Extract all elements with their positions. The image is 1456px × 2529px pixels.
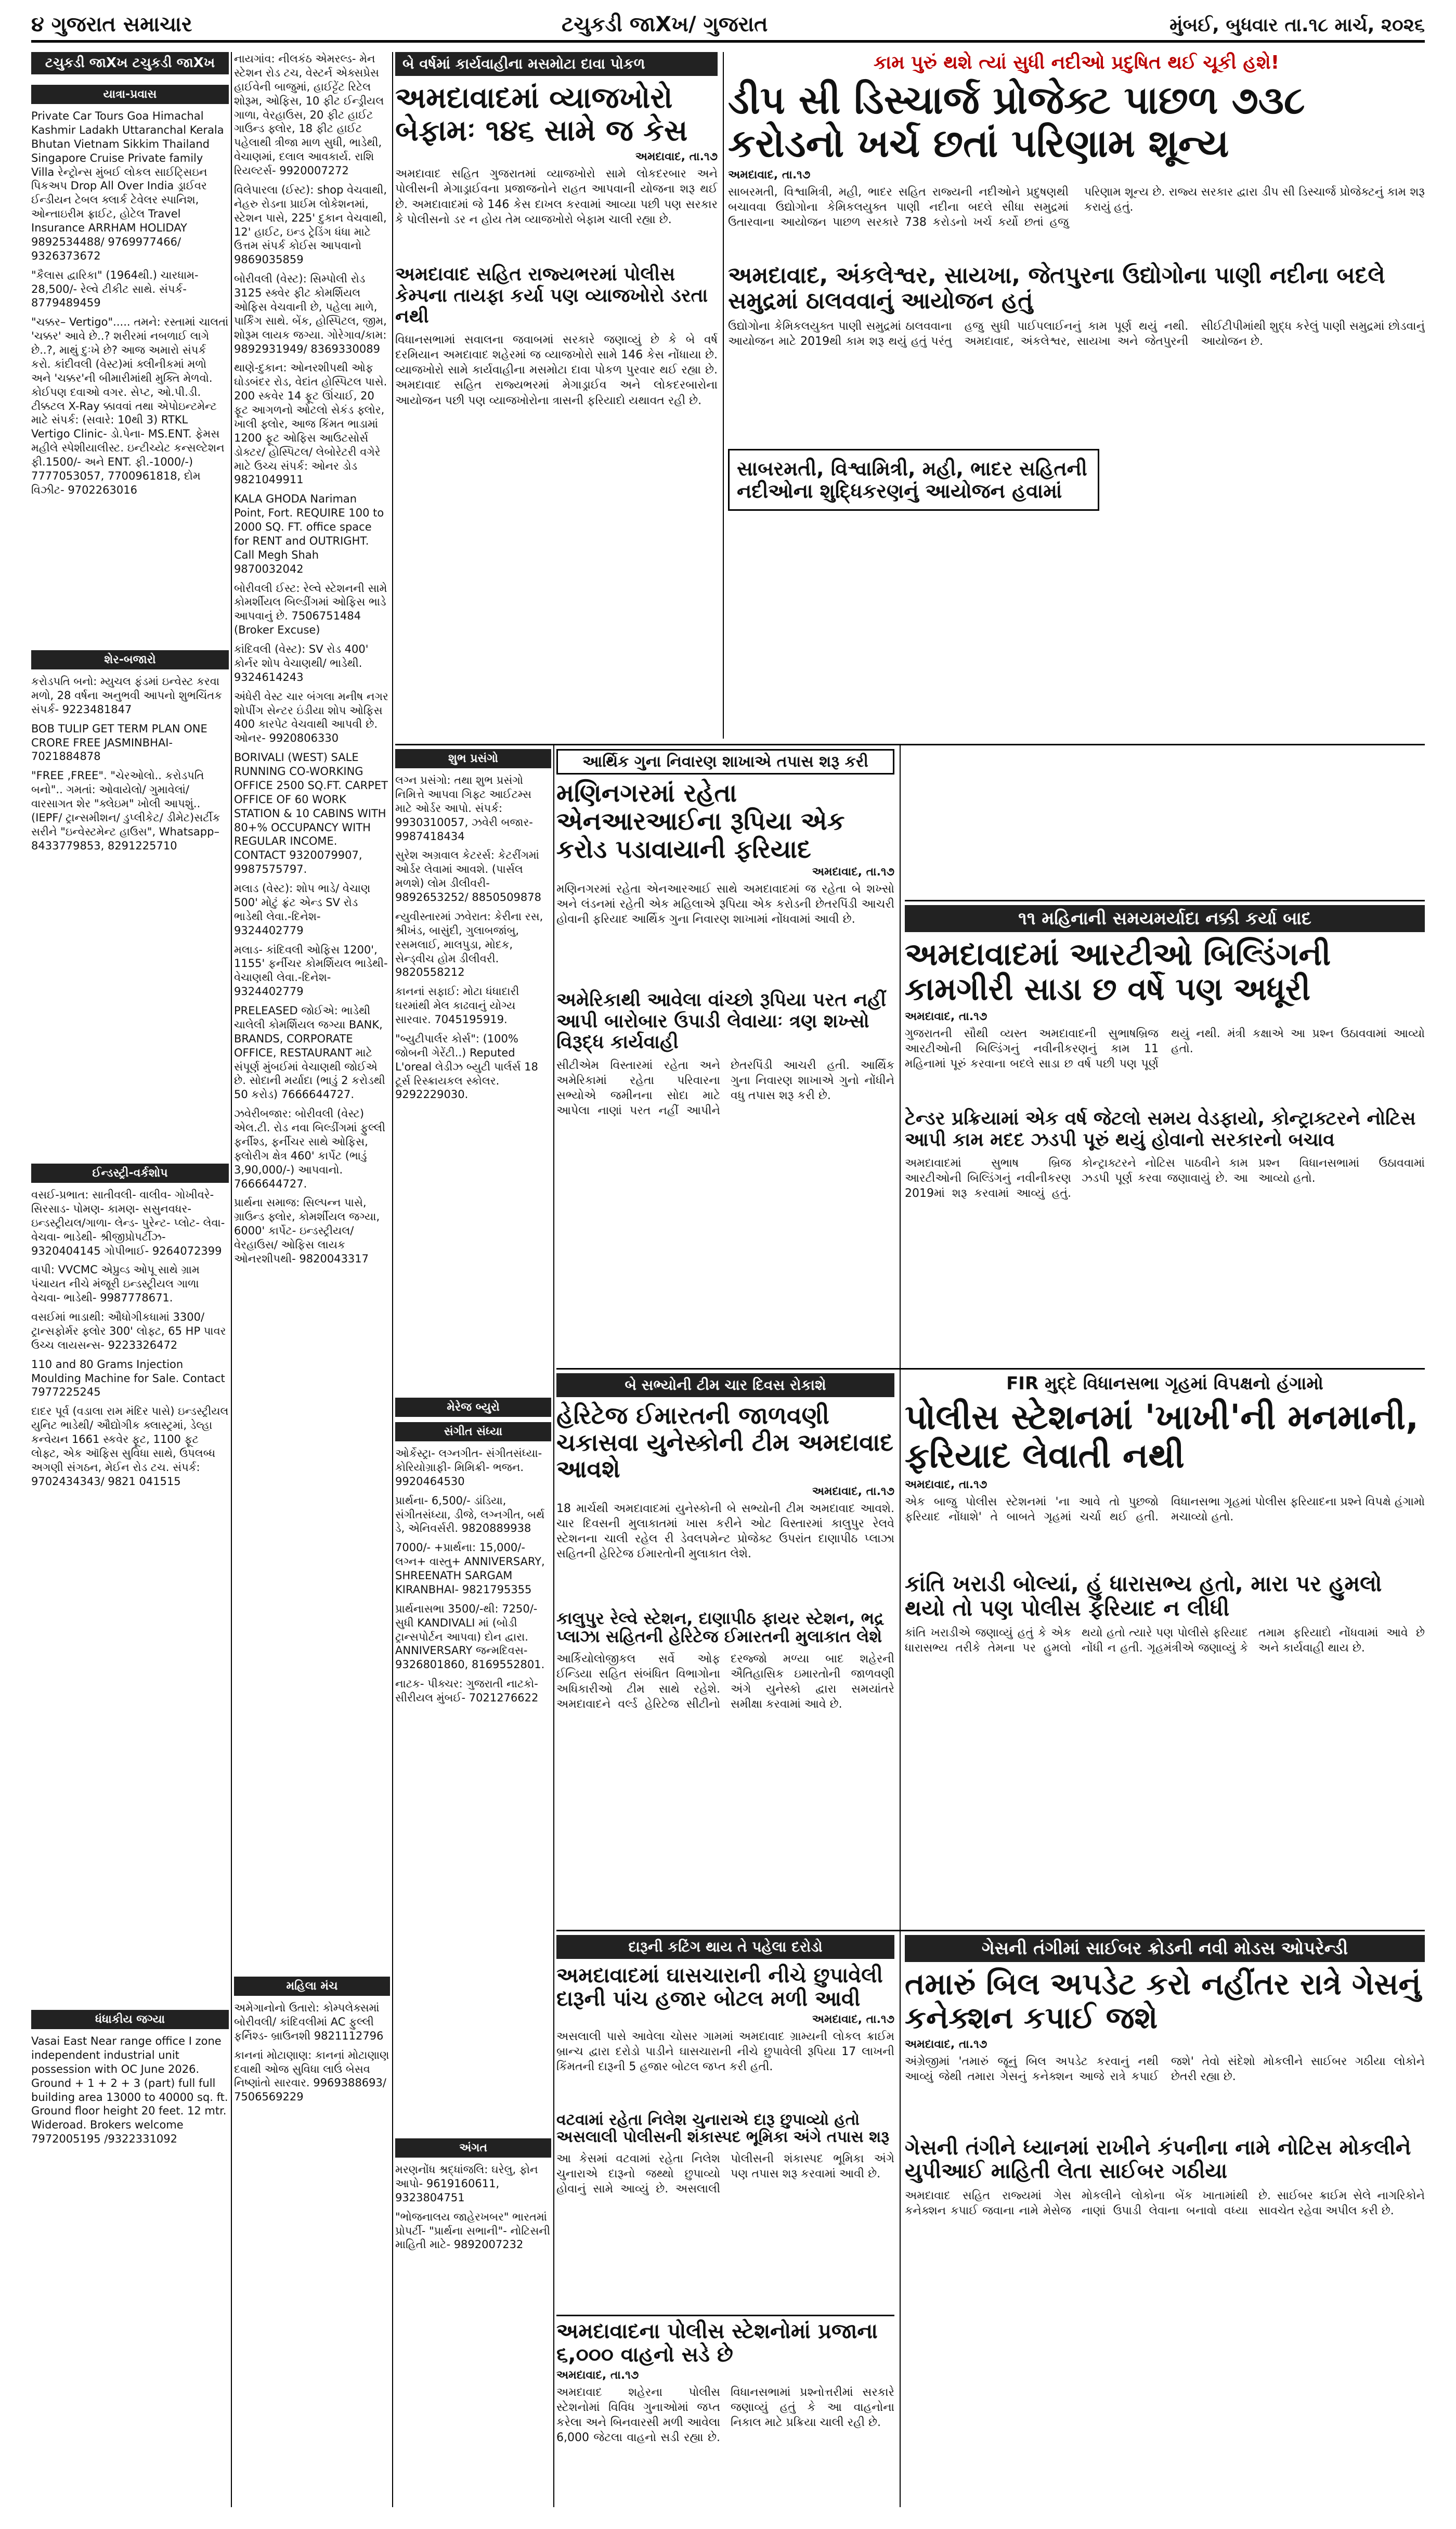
article-body: કાંતિ ખરાડીએ જણાવ્યું હતું કે એક ધારાસભ્ય તરીકે તેમના પર હુમલો થયો હતો ત્યારે પણ પોલીસે ફરિયાદ નોંધી ન હતી. ગૃહમંત્રીએ જણાવ્યું કે તમામ ફરિયાદો નોંધવામાં આવે છે અને કાર્યવાહી થાય છે. (905, 1626, 1425, 1655)
article-subheadline: ગેસની તંગીને ધ્યાનમાં રાખીને કંપનીના નામે નોટિસ મોકલીને યુપીઆઈ માહિતી લેતા સાઈબર ગઠીયા (905, 2135, 1411, 2183)
article-kicker: ૧૧ મહિનાની સમયમર્યાદા નક્કી કર્યા બાદ (905, 905, 1425, 932)
column-rule (900, 744, 901, 2507)
column-rule (553, 744, 554, 2507)
classified-ad: બોરીવલી (વેસ્ટ): સિમ્પોલી રોડ 3125 સ્ક્વેર ફીટ કોમર્શિયલ ઓફિસ વેચવાની છે, પહેલા માળે, પાર્કિંગ સાથે. બેંક, હોસ્પિટલ, જીમ, શોરૂમ લાયક જગ્યા. ગોરેગાવ/કામ: 9892931949/ 8369330089 (234, 273, 387, 355)
music-listings (395, 1447, 551, 2138)
classified-ad: 7000/- +પ્રાર્થના: 15,000/- લગ્ન+ વાસ્તુ+ ANNIVERSARY, SHREENATH SARGAM KIRANBHAI- 9821795355 (395, 1541, 545, 1596)
article-headline: અમદાવાદમાં વ્યાજખોરો બેફામઃ ૧૪૬ સામે જ કેસ (395, 81, 688, 148)
industrial-heading: ઈન્ડસ્ટ્રી-વર્કશોપ (31, 1164, 229, 1183)
column-rule (392, 52, 393, 2507)
classified-ad: લગ્ન પ્રસંગો: તથા શુભ પ્રસંગો નિમિત્તે આપવા ગિફ્ટ આઈટમ્સ માટે ઓર્ડર આપો. સંપર્ક: 9930310057, ઝવેરી બજાર- 9987418434 (395, 774, 533, 843)
article-body: આર્કિયોલોજીકલ સર્વે ઓફ ઈન્ડિયા સહિત સંબંધિત વિભાગોના અધિકારીઓ ટીમ સાથે રહેશે. અમદાવાદને વર્લ્ડ હેરિટેજ સીટીનો દરજ્જો મળ્યા બાદ શહેરની ઐતિહાસિક ઇમારતોની જાળવણી અંગે યુનેસ્કો દ્વારા સમયાંતરે સમીક્ષા કરવામાં આવે છે. (556, 1653, 894, 1711)
classified-ad: પ્રાર્થનાસભા 3500/-થી: 7250/- સુધી KANDIVALI માં (બોડી ટ્રાન્સપોર્ટન આપવા) દોન દ્વારા. ANNIVERSARY જન્મદિવસ- 9326801860, 8169552801. (395, 1602, 545, 1671)
shares-listings (31, 675, 229, 1164)
classified-ad: થાણે-દુકાન: ઓનરશીપથી ઓફ ઘોડબંદર રોડ, વેદાંત હોસ્પિટલ પાસે. 200 સ્કવેર 14 ફૂટ ઊંચાઈ, 20 ફૂટ આગળનો ઓટલો સેકંડ ફ્લોર, ખાલી ફ્લોર, આજ કિંમત ભાડામાં 1200 ફૂટ ઓફિસ આઉટસોર્સ ડોક્ટર/ હોસ્પિટલ/ લેબોરેટરી વગેરે માટે ઉચ્ચ સંપર્ક: ઓનર ડોડ 9821049911 (234, 362, 387, 486)
travel-listings (31, 109, 229, 650)
condolence-listings (395, 2163, 551, 2475)
page-date: મુંબઈ, બુધવાર તા.૧૮ માર્ચ, ૨૦૨૬ (1169, 15, 1425, 36)
classified-ad: પ્રાર્થના સમાજ: સિલ્પન્ન પાસે, ગ્રાઉન્ડ ફ્લોર, કોમર્શીયલ જગ્યા, 6000' કાર્પેટ- ઇન્ડસ્ટ્રીયલ/ વેરહાઉસ/ ઓફિસ લાયક ઓનરશીપથી- 9820043317 (234, 1196, 380, 1265)
classified-ad: મલાડ- કાંદિવલી ઓફિસ 1200', 1155' ફર્નીચર કોમર્શિયલ ભાડેથી- વેચાણથી લેવા.-દિનેશ- 9324402779 (234, 943, 388, 998)
music-heading: સંગીત સંધ્યા (395, 1422, 551, 1441)
classified-ad: "બ્યુટીપાર્લર કોર્સ": (100% જોબની ગેરેંટી..) Reputed L'oreal લેડીઝ બ્યુટી પાર્લર્સ 18 ટૂર્સ રિસ્ક્રાયકલ સ્કોલર. 9292229030. (395, 1032, 538, 1101)
travel-heading: યાત્રા-પ્રવાસ (31, 85, 229, 104)
section-title: ટચુકડી જાXખ/ ગુજરાત (562, 12, 768, 36)
row-rule (556, 1368, 1425, 1370)
article-police-vehicles (556, 2320, 894, 2507)
classified-ad: મરણનોંધ શ્રદ્ધાંજલિ: ઘરેલુ, ફોન આપો- 9619160611, 9323804751 (395, 2163, 538, 2204)
article-kicker: બે વર્ષમાં કાર્યવાહીના મસમોટા દાવા પોકળ (395, 52, 718, 76)
mahila-heading: મહિલા મંચ (234, 1977, 390, 1996)
matrimony-heading: મેરેજ બ્યુરો (395, 1398, 551, 1417)
article-deep-sea-discharge (728, 52, 1425, 635)
mahila-listings (234, 2001, 390, 2365)
article-body: અમદાવાદ શહેરના પોલીસ સ્ટેશનોમાં વિવિધ ગુનાઓમાં જપ્ત કરેલા અને બિનવારસી મળી આવેલા 6,000 જેટલા વાહનો સડી રહ્યા છે. વિધાનસભામાં પ્રશ્નોત્તરીમાં સરકારે જણાવ્યું હતું કે આ વાહનોના નિકાલ માટે પ્રક્રિયા ચાલી રહી છે. (556, 2385, 894, 2444)
classified-ad: ન્યુવીસ્તારમાં ઝવેરાત: કેરીના રસ, શ્રીખંડ, બાસુંદી, ગુલાબજાંબુ, રસમલાઈ, માલપુડા, મોદક, સેન્ડ્વીચ હોમ ડીલીવરી. 9820558212 (395, 910, 543, 979)
article-kicker: ગેસની તંગીમાં સાઈબર ક્રોડની નવી મોડસ ઓપરેન્ડી (905, 1935, 1425, 1962)
classifieds-masthead: ટચુકડી જાXખ ટચુકડી જાXખ (31, 52, 229, 74)
article-body: મણિનગરમાં રહેતા એનઆરઆઈ સાથે અમદાવાદમાં જ રહેતા બે શખ્સો અને લંડનમાં રહેતી એક મહિલાએ રૂપિયા એક કરોડની છેતરપિંડી આચરી હોવાની ફરિયાદ આર્થિક ગુના નિવારણ શાખામાં નોંધવામાં આવી છે. (556, 883, 894, 926)
row-rule (905, 900, 1425, 901)
classified-ad: BOB TULIP GET TERM PLAN ONE CRORE FREE JASMINBHAI- 7021884878 (31, 722, 207, 763)
article-headline: પોલીસ સ્ટેશનમાં 'ખાખી'ની મનમાની, ફરિયાદ લેવાતી નથી (905, 1397, 1419, 1476)
classified-ad: "ચક્કર– Vertigo"..... તમને: રસ્તામાં ચાલતાં 'ચક્કર' આવે છે..? શરીરમાં નબળાઈ લાગે છે..?, માથું દુઃખે છે? આજ અમારો સંપર્ક કરો. કાંદીવલી (વેસ્ટ)માં ક્લીનીકમાં મળો અને 'ચક્કર'ની બીમારીમાંથી મુક્તિ મેળવો. કોઈપણ દવાઓ વગર. સેપ્ટ, ઓ.પી.ડી. ટીક્કટલ X-Ray ક્કાવવાં તથા એપોઇન્ટમેન્ટ માટે સંપર્ક: (સવારે: 10થી 3) RTKL Vertigo Clinic- ડો.પેના- MS.ENT. ફેમસ મહીલે સ્પેશીયાલીસ્ટ. ઇન્ટીચ્યેટ કન્સલ્ટેશન ફી.1500/- અને ENT. ફી.-1000/-) 7777053057, 7700961818, દોમ વિઝીટ- 9702263016 (31, 316, 229, 496)
article-kicker: બે સભ્યોની ટીમ ચાર દિવસ રોકાશે (556, 1373, 894, 1397)
article-box: સાબરમતી, વિશ્વામિત્રી, મહી, ભાદર સહિતની નદીઓના શુદ્ધિકરણનું આયોજન હવામાં (728, 449, 1099, 511)
article-kicker: આર્થિક ગુના નિવારણ શાખાએ તપાસ શરૂ કરી (556, 749, 894, 775)
article-body: ઉદ્યોગોના કેમિકલયુક્ત પાણી સમુદ્રમાં ઠાલવવાના આયોજન માટે 2019થી કામ શરૂ થયું હતું પરંતુ હજુ સુધી પાઈપલાઈનનું કામ પૂર્ણ થયું નથી. અમદાવાદ, અંકલેશ્વર, સાયખા અને જેતપુરની સીઈટીપીમાંથી શુદ્ધ કરેલું પાણી સમુદ્રમાં છોડવાનું આયોજન છે. (728, 320, 1425, 349)
classifieds-column-2 (234, 52, 390, 2507)
classified-ad: દાદર પૂર્વ (વડાલા રામ મંદિર પાસે) ઇન્ડસ્ટ્રીયલ યુનિટ ભાડેથી/ ઔદ્યોગીક ક્લાસ્ટ્રમાં, ડેલ્હા કન્વેયન 1661 સ્કવેર ફૂટ, 1100 ફૂટ લોફ્ટ, એક ઑફિસ સુવિધા સાથે, ઉપલબ્ધ અગણી સંગઠન, મેઈન રોડ ટચ. સંપર્ક: 9702434343/ 9821 041515 (31, 1405, 229, 1488)
classified-ad: કાંદિવલી (વેસ્ટ): SV રોડ 400' કોર્નર શોપ વેચાણથી/ ભાડેથી. 9324614243 (234, 643, 369, 683)
article-dateline: અમદાવાદ, તા.૧૭ (635, 150, 718, 164)
article-body: આ કેસમાં વટવામાં રહેતા નિલેશ ચુનારાએ દારૂનો જથ્થો છુપાવ્યો હોવાનું સામે આવ્યું છે. અસલાલી પોલીસની શંકાસ્પદ ભૂમિકા અંગે પણ તપાસ શરૂ કરવામાં આવી છે. (556, 2152, 894, 2196)
article-body: અંગ્રેજીમાં 'તમારું જૂનું બિલ અપડેટ કરવાનું નથી આવ્યું જેથી તમારા ગેસનું કનેક્શન આજે રાત્રે કપાઈ જશે' તેવો સંદેશો મોકલીને સાઈબર ગઠીયા લોકોને છેતરી રહ્યા છે. (905, 2055, 1425, 2083)
classified-ad: "FREE ,FREE". "ચેરઓલો.. કરોડપતિ બનો".. ગમતાં: ઓવાયેલો/ ગુમાવેલાં/ વારસાગત શેર "ક્લેઇમ" ખોલી આપશું.. (IEPF/ ટ્રાન્સમીશન/ ડુપ્લીકેટ/ ડીમેટ)સર્ટીક સરીને "ઇન્વેસ્ટમેન્ટ હાઉસ", Whatsapp– 8433779853, 8291225710 (31, 769, 220, 852)
article-dateline: અમદાવાદ, તા.૧૭ (905, 1478, 987, 1491)
classified-ad: Vasai East Near range office I zone independent industrial unit possession with OC June 2026. Ground + 1 + 2 + 3 (part) full full building area 13000 to 40000 sq. ft. Ground floor height 20 feet. 12 mtr. Wideroad. Brokers welcome 7972005195 /9322331092 (31, 2035, 228, 2146)
classifieds-column-3 (395, 749, 551, 2507)
article-headline: અમદાવાદમાં ઘાસચારાની નીચે છુપાવેલી દારૂની પાંચ હજાર બોટલ મળી આવી (556, 1964, 883, 2011)
classified-ad: "કૈલાસ દ્વારિકા" (1964થી.) ચારધામ- 28,500/- રેલ્વે ટીકીટ સાથે. સંપર્ક- 8779489459 (31, 268, 199, 309)
classified-ad: કરોડપતિ બનો: મ્યુચલ ફંડમાં ઇન્વેસ્ટ કરવા મળો, 28 વર્ષના અનુભવી આપનો શુભચિંતક સંપર્ક- 9223481847 (31, 675, 223, 716)
article-body: અસલાલી પાસે આવેલા ચોસર ગામમાં અમદાવાદ ગ્રામ્યની લોકલ ક્રાઈમ બ્રાન્ચ દ્વારા દરોડો પાડીને ઘાસચારાની નીચે છુપાવેલી રૂપિયા 17 લાખની કિંમતની દારૂની 5 હજાર બોટલ જપ્ત કરી હતી. (556, 2030, 894, 2073)
article-liquor-seizure (556, 1935, 894, 2309)
article-headline: તમારું બિલ અપડેટ કરો નહીંતર રાત્રે ગેસનું કનેક્શન કપાઈ જશે (905, 1966, 1421, 2035)
classified-ad: નાટક- પીક્ચર: ગુજરાતી નાટકો- સીરીયલ મુંબઈ- 7021276622 (395, 1678, 539, 1704)
classifieds-column-1 (31, 52, 229, 2507)
article-subheadline: અમદાવાદ સહિત રાજ્યભરમાં પોલીસ કેમ્પના તાયફા કર્યા પણ વ્યાજખોરો ડરતા નથી (395, 264, 708, 328)
classified-ad: PRELEASED જોઈએ: ભાડેથી ચાલેલી કોમર્શિયલ જગ્યા BANK, BRANDS, CORPORATE OFFICE, RESTAURANT માટે સંપૂર્ણ મુંબઈમાં વેચાણથી જોઈએ છે. સોદાની મર્યાદા (ભાડું 2 કરોડથી 50 કરોડ) 7666644727. (234, 1004, 385, 1101)
row-rule (556, 1930, 1425, 1931)
classified-ad: ઓર્કેસ્ટ્રા- લગ્નગીત- સંગીતસંધ્યા- કોરિયોગ્રાફી- મિમિક્રી- ભજન. 9920464530 (395, 1447, 542, 1488)
article-dateline: અમદાવાદ, તા.૧૭ (905, 1010, 987, 1024)
classified-ad: વસઈમાં ભાડાથી: ઔધોગીકધામાં 3300/ ટ્રાન્સફોર્મર ફ્લોર 300' લોફ્ટ, 65 HP પાવર ઉચ્ચ લાયસન્સ- 9223326472 (31, 1311, 226, 1351)
article-kicker: કામ પુરું થશે ત્યાં સુધી નદીઓ પ્રદુષિત થઈ ચૂકી હશે! (873, 52, 1280, 73)
article-headline: અમદાવાદમાં આરટીઓ બિલ્ડિંગની કામગીરી સાડા છ વર્ષે પણ અધૂરી (905, 936, 1331, 1008)
article-nri-fraud (556, 749, 894, 1363)
row-rule (395, 744, 1425, 745)
classified-ad: 110 and 80 Grams Injection Moulding Machine for Sale. Contact 7977225245 (31, 1358, 225, 1399)
article-gas-bill-fraud (905, 1935, 1425, 2507)
article-body: અમદાવાદ સહિત રાજ્યમાં ગેસ કનેક્શન કપાઈ જવાના નામે મેસેજ મોકલીને લોકોના બેંક ખાતામાંથી નાણાં ઉપાડી લેવાના બનાવો વધ્યા છે. સાઈબર ક્રાઈમ સેલે નાગરિકોને સાવચેત રહેવા અપીલ કરી છે. (905, 2189, 1425, 2217)
article-police-fir (905, 1373, 1425, 1925)
classified-ad: મલાડ (વેસ્ટ): શોપ ભાડે/ વેચાણ 500' મોટું ફ્રંટ એન્ડ SV રોડ ભાડેથી લેવા.-દિનેશ- 9324402779 (234, 882, 371, 937)
article-body: અમદાવાદમાં સુભાષ બ્રિજ આરટીઓની બિલ્ડિંગનું નવીનીકરણ 2019માં શરૂ કરવામાં આવ્યું હતું. કોન્ટ્રાક્ટરને નોટિસ પાઠવીને કામ ઝડપી પૂર્ણ કરવા જણાવાયું છે. આ પ્રશ્ન વિધાનસભામાં ઉઠાવવામાં આવ્યો હતો. (905, 1157, 1425, 1201)
shares-heading: શેર-બજારો (31, 650, 229, 669)
article-subheadline: અમેરિકાથી આવેલા વાંચ્છો રૂપિયા પરત નહીં આપી બારોબાર ઉપાડી લેવાયાઃ ત્રણ શખ્સો વિરૂદ્ધ કાર્યવાહી (556, 989, 887, 1053)
industrial-listings (31, 1188, 229, 2010)
property-listings (234, 52, 390, 1977)
article-body: એક બાજુ પોલીસ સ્ટેશનમાં 'ના આવે તો પુછજો ફરિયાદ નોંધાશે' તે બાબતે ગૃહમાં ચર્ચા થઈ હતી. વિધાનસભા ગૃહમાં પોલીસ ફરિયાદના પ્રશ્ને વિપક્ષે હંગામો મચાવ્યો હતો. (905, 1495, 1425, 1524)
article-headline: ડીપ સી ડિસ્ચાર્જ પ્રોજેક્ટ પાછળ ૭૩૮ કરોડનો ખર્ચ છતાં પરિણામ શૂન્ય (728, 78, 1305, 166)
page-number: ૪ ગુજરાત સમાચાર (31, 12, 192, 36)
article-kicker: FIR મુદ્દે વિધાનસભા ગૃહમાં વિપક્ષનો હંગામો (1006, 1373, 1323, 1394)
classified-ad: પ્રાર્થના- 6,500/- ડાંડિયા, સંગીતસંધ્યા, ડીજે, લગ્નગીત, બર્થ ડે, એનિવર્સરી. 9820889938 (395, 1494, 545, 1535)
article-body: 18 માર્ચથી અમદાવાદમાં યુનેસ્કોની બે સભ્યોની ટીમ અમદાવાદ આવશે. ચાર દિવસની મુલાકાતમાં ખાસ કરીને ઓટ વિસ્તારમાં કાલુપુર રેલવે સ્ટેશનના ચાલી રહેલ રી ડેવલપમેન્ટ પ્રોજેક્ટ ઉપરાંત દાણાપીઠ પ્લાઝા સહિતની હેરિટેજ ઈમારતોની મુલાકાત લેશે. (556, 1502, 894, 1560)
article-dateline: અમદાવાદ, તા.૧૭ (905, 2037, 987, 2051)
article-kicker: દારૂની કટિંગ થાય તે પહેલા દરોડો (556, 1935, 894, 1959)
row-rule (556, 2315, 894, 2316)
column-rule (231, 52, 232, 2507)
classified-ad: બોરીવલી ઈસ્ટ: રેલ્વે સ્ટેશનની સામે કોમર્શીયલ બિલ્ડીંગમાં ઓફિસ ભાડે આપવાનું છે. 7506751484 (Broker Excuse) (234, 582, 387, 637)
article-rto-building (905, 905, 1425, 1363)
article-dateline: અમદાવાદ, તા.૧૭ (728, 168, 811, 182)
classified-ad: વાપી: VVCMC એપ્રુવ્ડ ઓપૂ સાથે ગ્રામ પંચાયત નીચે મંજૂરી ઇન્ડસ્ટ્રીયલ ગાળા વેચવા- ભાડેથી- 9987778671. (31, 1263, 200, 1305)
condolence-heading: અંગત (395, 2138, 551, 2158)
classified-ad: Private Car Tours Goa Himachal Kashmir Ladakh Uttaranchal Kerala Bhutan Vietnam Sikkim Thailand Singapore Cruise Private family Villa રેન્ટ્રોન્સ મુંબઈ લોકલ સાઈટ્સિઇન પિકઅપ Drop All Over India ડ્રાઈવર ઈન્ડીયન ટેબલ ક્લાર્ક ટેવેલર સ્પાનિશ, ઓન્તાઇરીમ ફ્રાઈટ, હોટેલ Travel Insurance ARRHAM HOLIDAY 9892534488/ 9769977466/ 9326373672 (31, 110, 224, 262)
article-body: અમદાવાદ સહિત ગુજરાતમાં વ્યાજખોરો સામે લોકદરબાર અને પોલીસની મેગાડ્રાઈવના પ્રજાજનોને રાહત આપવાની યોજના શરૂ થઈ છે. અમદાવાદમાં જે 146 કેસ દાખલ કરવામાં આવ્યા પછી પણ સરકાર કે પોલીસનો ડર ન હોય તેમ વ્યાજખોરો બેફામ ચાલી રહ્યા છે. (395, 167, 718, 226)
article-dateline: અમદાવાદ, તા.૧૭ (812, 1485, 894, 1498)
classified-ad: નાયગાંવ: નીલકંઠ એમરલ્ડ- મેન સ્ટેશન રોડ ટચ, વેસ્ટર્ન એક્સપ્રેસ હાઈવેની બાજુમાં, હાઈટ્ટેંટ રિટેલ શોરૂમ, ઓફિસ, 10 ફીટ ઈન્ડ્રીયલ ગાળા, વેરહાઉસ, 20 ફીટ હાઈટ ગાઉન્ડ ફ્લોર, 18 ફીટ હાઈટ પહેલાથી ત્રીજા માળ સુધી, ભાડેથી, વેચાણમાં, દલાલ આવકાર્ય. રાશિ રિયલ્ટર્સ- 9920007272 (234, 53, 384, 177)
classified-ad: સુરેશ અગ્રવાલ કેટરર્સ: કેટરીંગમાં ઓર્ડર લેવામાં આવશે. (પાર્સલ મળશે) લોમ ડીલીવરી- 9892653252/ 8850509878 (395, 849, 541, 904)
classified-ad: અંધેરી વેસ્ટ ચાર બંગલા મનીષ નગર શોપીંગ સેન્ટર ઇંડીયા શોપ ઓફિસ 400 કારપેટ વેચવાથી આપવી છે. ઓનર- 9920806330 (234, 690, 388, 745)
classified-ad: ઝવેરીબજાર: બોરીવલી (વેસ્ટ) એલ.ટી. રોડ નવા બિલ્ડીંગમાં ફુલ્લી ફર્નીશ્ડ, ફર્નીચર સાથે ઓફિસ, ફ્લોરીગ ક્ષેત્ર 460' કાર્પેટ (ભાડું 3,90,000/-) આપવાનો. 7666644727. (234, 1107, 385, 1190)
article-subheadline: કાંતિ ખરાડી બોલ્યાં, હું ધારાસભ્ય હતો, મારા પર હુમલો થયો તો પણ પોલીસ ફરિયાદ ન લીધી (905, 1570, 1382, 1621)
article-dateline: અમદાવાદ, તા.૧૭ (812, 2012, 894, 2026)
classified-ad: વસઈ-પ્રભાત: સાતીવલી- વાલીવ- ગોખીવરે- સિરસાડ- પોમણ- કામણ- સસુનવધર- ઇન્ડસ્ટ્રીયલ/ગાળા- લેન્ડ- પુરેન્ટ- પ્લોટ- લેવા- વેચવા- ભાડેથી- શ્રીજીપ્રોપર્ટીઝ- 9320404145 ગોપીભાઈ- 9264072399 (31, 1189, 225, 1257)
business-heading: ધંધાકીય જગ્યા (31, 2010, 229, 2029)
article-body: વિધાનસભામાં સવાલના જવાબમાં સરકારે જણાવ્યું છે કે બે વર્ષ દરમિયાન અમદાવાદ શહેરમાં જ વ્યાજખોરો સામે 146 કેસ નોંધાયા છે. વ્યાજખોરો સામે કાર્યવાહીના મસમોટા દાવા પોકળ પુરવાર થઈ રહ્યા છે. અમદાવાદ સહિત રાજ્યભરમાં મેગાડ્રાઈવ અને લોકદરબારોના આયોજન પછી પણ વ્યાજખોરોના ત્રાસની ફરિયાદો યથાવત રહી છે. (395, 333, 718, 407)
article-body: ગુજરાતની સૌથી વ્યસ્ત અમદાવાદની સુભાષબ્રિજ આરટીઓની બિલ્ડિંગનું નવીનીકરણનું કામ 11 મહિનામાં પૂરું કરવાના બદલે સાડા છ વર્ષ પછી પણ પૂર્ણ થયું નથી. મંત્રી કક્ષાએ આ પ્રશ્ન ઉઠાવવામાં આવ્યો હતો. (905, 1027, 1425, 1071)
article-subheadline: અમદાવાદ, અંકલેશ્વર, સાયખા, જેતપુરના ઉદ્યોગોના પાણી નદીના બદલે સમુદ્રમાં ઠાલવવાનું આયોજન હતું (728, 262, 1385, 315)
business-listings (31, 2034, 229, 2398)
article-subheadline: ટેન્ડર પ્રક્રિયામાં એક વર્ષ જેટલો સમય વેડફાયો, કોન્ટ્રાક્ટરને નોટિસ આપી કામ મદદ ઝડપી પૂરું થયું હોવાનો સરકારનો બચાવ (905, 1108, 1416, 1151)
classified-ad: કાનનાં મોટાણાણ: કાનનાં મોટાણાણ દવાથી ઓજ સુવિધા લાઉં બેસવ નિષ્ણાંતો સારવાર. 9969388693/ 7506569229 (234, 2048, 389, 2104)
article-subheadline: કાલુપુર રેલ્વે સ્ટેશન, દાણાપીઠ ફાયર સ્ટેશન, ભદ્ર પ્લાઝા સહિતની હેરિટેજ ઈમારતની મુલાકાત લેશે (556, 1608, 885, 1647)
article-subheadline: વટવામાં રહેતા નિલેશ ચુનારાએ દારૂ છુપાવ્યો હતો અસલાલી પોલીસની શંકાસ્પદ ભૂમિકા અંગે તપાસ શરૂ (556, 2110, 890, 2147)
article-unesco (556, 1373, 894, 1925)
page-header (31, 10, 1425, 43)
article-headline: અમદાવાદના પોલીસ સ્ટેશનોમાં પ્રજાના ૬,૦૦૦ વાહનો સડે છે (556, 2319, 878, 2367)
classified-ad: BORIVALI (WEST) SALE RUNNING CO-WORKING OFFICE 2500 SQ.FT. CARPET OFFICE OF 60 WORK STATION & 10 CABINS WITH 80+% OCCUPANCY WITH REGULAR INCOME. CONTACT 9320079907, 9987575797. (234, 751, 388, 876)
column-rule (723, 52, 724, 739)
classified-ad: અમેગાનોનો ઉતારો: કોમ્પલેક્સમાં બોરીવલી/ કાંદિવલીમાં AC ફુલ્લી ફર્નિશ્ડ- બ્રાઉનશી 9821112796 (234, 2002, 384, 2042)
classified-ad: વિલેપારલા (ઈસ્ટ): shop વેચવાથી, નેહરુ રોડના પ્રાઈમ લોકેશનમાં, સ્ટેશન પાસે, 225' દુકાન વેચવાથી, 12' હાઈટ, ઇન્ડ ટ્રેડિંગ ધંધા માટે ઉત્તમ સંપર્ક કોઈસ આપવાનો 9869035859 (234, 183, 387, 266)
article-body: સીટીએમ વિસ્તારમાં રહેતા અને અમેરિકામાં રહેતા પરિવારના સભ્યોએ જમીનના સોદા માટે આપેલા નાણાં પરત નહીં આપીને છેતરપિંડી આચરી હતી. આર્થિક ગુના નિવારણ શાખાએ ગુનો નોંધીને વધુ તપાસ શરૂ કરી છે. (556, 1059, 894, 1118)
article-moneylenders (395, 52, 718, 739)
article-body: સાબરમતી, વિશ્વામિત્રી, મહી, ભાદર સહિત રાજ્યની નદીઓને પ્રદુષણથી બચાવવા ઉદ્યોગોના કેમિકલયુક્ત પાણી નદીના બદલે સીધા સમુદ્રમાં ઉતારવાના આયોજન પાછળ સરકારે 738 કરોડનો ખર્ચ કર્યો છતાં હજુ પરિણામ શૂન્ય છે. રાજ્ય સરકાર દ્વારા ડીપ સી ડિસ્ચાર્જ પ્રોજેક્ટનું કામ શરૂ કરાયું હતું. (728, 185, 1425, 229)
shubh-listings (395, 773, 551, 1398)
article-headline: હેરિટેજ ઈમારતની જાળવણી ચકાસવા યુનેસ્કોની ટીમ અમદાવાદ આવશે (556, 1401, 893, 1483)
article-headline: મણિનગરમાં રહેતા એનઆરઆઈના રૂપિયા એક કરોડ પડાવાયાની ફરિયાદ (556, 779, 845, 864)
article-dateline: અમદાવાદ, તા.૧૭ (812, 866, 894, 879)
classified-ad: KALA GHODA Nariman Point, Fort. REQUIRE 100 to 2000 SQ. FT. office space for RENT and OUTRIGHT. Call Megh Shah 9870032042 (234, 493, 384, 575)
shubh-heading: શુભ પ્રસંગો (395, 749, 551, 768)
classified-ad: "ભોજનાલય જાહેરખબર" ભારતમાં પ્રોપર્ટી- "પ્રાર્થના સભાની"- નોટિસની માહિતી માટે- 9892007232 (395, 2210, 551, 2251)
classified-ad: કાનનાં સફાઈ: મોટા ધંધાદારી ઘરમાંથી મેલ કાઢવાનું યોગ્ય સારવાર. 7045195919. (395, 985, 519, 1026)
article-dateline: અમદાવાદ, તા.૧૭ (556, 2368, 639, 2382)
